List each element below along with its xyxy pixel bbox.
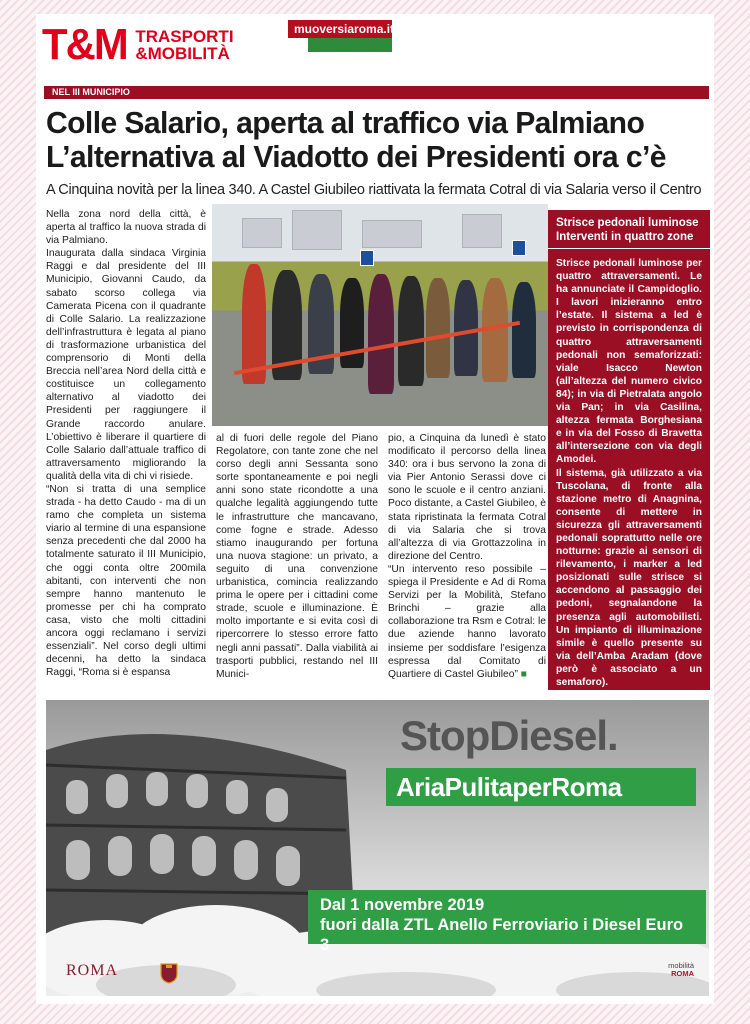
brand-logo [42,20,234,70]
site-url-tag[interactable] [288,20,395,60]
ad-notice-date: Dal 1 novembre 2019 [320,896,485,914]
headline-line-1: Colle Salario, aperta al traffico via Palmiano [46,105,645,140]
roma-logo: ROMA [66,962,119,979]
brand-name: TRASPORTI &MOBILITÀ [135,27,234,63]
sidebar-box [548,210,710,690]
end-mark: ■ [520,668,528,680]
site-url[interactable]: muoversiaroma.it [288,20,392,38]
article-text: pio, a Cinquina da lunedì è stato modificato il percorso della linea 340: ora i bus servono la zona di via Pier Antonio Serassi dove ci sono le scuole e il centro anziani. Poco distante, a Castel Giubileo, è stata ripristinata la fermata Cotral di via Salaria che si trova all’altezza di via Grottazzolina in direzione del Centro. “Un intervento reso possibile – spiega il Presidente e Ad di Roma Servizi per la Mobilità, Stefano Brinchi – grazie alla collaborazione tra Rsm e Cotral: le due aziende hanno lavorato insieme per soddisfare l’esigenza espressa dal Comitato di Quartiere di Castel Giubileo” ■ [388,433,546,680]
article-text: al di fuori delle regole del Piano Regolatore, con tante zone che nel corso degli anni Sessanta sono sorte spontaneamente e poi negli anni sono state ricondotte a una qualche legalità aggiungendo tutte le infrastrutture che mancavano, come fogne e strade. Adesso stiamo inaugurando per fortuna una nuova stagione: un privato, a seguito di una convenzione urbanistica, comincia realizzando prima le opere per i cittadini come strade, scuole e illuminazione. È molto importante e si evita così di ripercorrere lo stesso errore fatto negli anni passati”. Dalla viabilità ai trasporti pubblici, restando nel III Munici- [216,433,378,680]
roma-crest-icon [160,962,178,984]
headline [46,106,686,174]
brand-mark: T&M [42,20,127,69]
ad-notice-text: fuori dalla ZTL Anello Ferroviario i Diesel Euro 3 [320,916,684,954]
headline-line-2: L’alternativa al Viadotto dei Presidenti ora c’è [46,139,666,174]
ad-slogan: AriaPulitaperRoma [386,768,696,806]
sidebar-text: Strisce pedonali luminose per quattro attraversamenti. Le ha annunciate il Campidoglio. I lavori inizieranno entro l’estate. Il sistema a led è previsto in corrispondenza di quattro attraversamenti pedonali non semaforizzati: viale Isacco Newton (all’altezza del numero civico 84); in via di Pietralata angolo via Pan; in via Casilina, altezza fermata Borghesiana e in via del Fosso di Bravetta all’intersezione con via degli Amodei. Il sistema, già utilizzato a via Tuscolana, di fronte alla stazione metro di Anagnina, consente di mettere in sicurezza gli attraversamenti pedonali soprattutto nelle ore notturne: grazie ai sensori di rilevamento, i marker a led posizionati sulle strisce si accendono al passaggio dei pedoni, segnalandone la presenza agli automobilisti. Un impianto di illuminazione simile è quello presente su via dell’Amba Aradam (dove però è associato a un semaforo). [556,258,702,688]
ad-headline: StopDiesel. [400,712,618,759]
sidebar-title: Strisce pedonali luminose Interventi in quattro zone [548,210,710,249]
site-ribbon [288,38,392,52]
subheadline: A Cinquina novità per la linea 340. A Castel Giubileo riattivata la fermata Cotral di via Salaria verso il Centro [46,182,702,198]
article-column-3 [388,432,546,681]
newspaper-page [36,14,714,1004]
section-label: NEL III MUNICIPIO [44,86,709,99]
ad-notice [308,890,706,954]
article-column-2 [216,432,378,681]
stop-diesel-advertisement[interactable] [46,700,709,996]
roma-mobilita-logo: mobilità ROMA [668,961,694,978]
inauguration-photo [212,204,548,426]
article-column-1 [46,208,206,679]
article-text: Nella zona nord della città, è aperta al traffico la nuova strada di via Palmiano. Inaugurata dalla sindaca Virginia Raggi e dal presidente del III Municipio, Giovanni Caudo, da sabato scorso collega via Camerata Picena con il quadrante di Colle Salario. La realizzazione dell’infrastruttura è legata al piano di trasformazione urbanistica del comprensorio di Monti della Breccia nell’area Nord della città e costituisce un collegamento alternativo al viadotto dei Presidenti per raggiungere il Grande raccordo anulare. L’obiettivo è liberare il quartiere di Colle Salario dall’attuale traffico di attraversamento migliorando la qualità della vita di chi vi risiede. “Non si tratta di una semplice strada - ha detto Caudo - ma di un ramo che completa un sistema viario al termine di una espansione senza precedenti che dal 2000 ha totalmente saturato il III Municipio, che oggi conta oltre 200mila abitanti, con interventi che non sempre hanno mantenuto le promesse per chi ha comprato casa, visto che molti cittadini ancora oggi reclamano i servizi essenziali”. Nel corso degli ultimi decenni, ha detto la sindaca Raggi, “Roma si è espansa [46,209,206,679]
